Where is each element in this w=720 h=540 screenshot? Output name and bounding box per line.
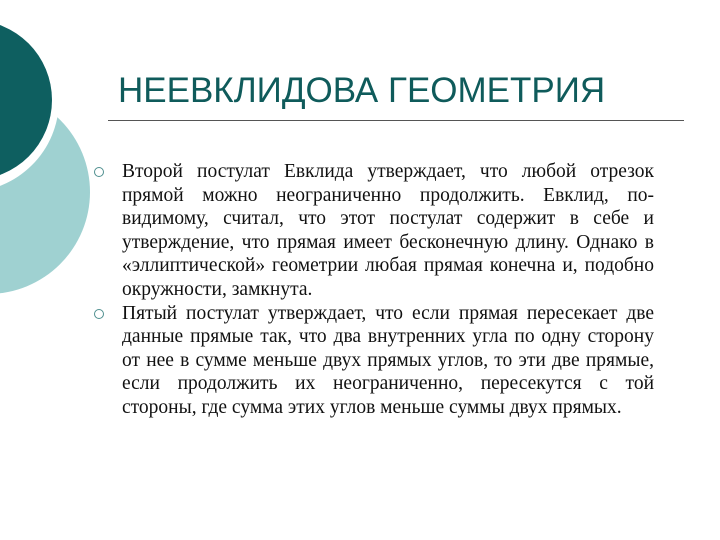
- bullet-circle-icon: [94, 309, 104, 319]
- slide-title: НЕЕВКЛИДОВА ГЕОМЕТРИЯ: [118, 71, 606, 110]
- title-divider: [108, 120, 684, 121]
- bullet-text: Пятый постулат утверждает, что если прямая пересекает две данные прямые так, что два внутренних угла по одну сторону от нее в сумме меньше двух прямых углов, то эти две прямые, если продолжить их неограниченно, пересекутся с той стороны, где сумма этих углов меньше суммы двух прямых.: [122, 302, 654, 418]
- bullet-circle-icon: [94, 167, 104, 177]
- bullet-item: [92, 302, 654, 420]
- bullet-item: [92, 160, 654, 302]
- bullet-text: Второй постулат Евклида утверждает, что любой отрезок прямой можно неограниченно продолжить. Евклид, по-видимому, считал, что этот постулат содержит в себе и утверждение, что прямая имеет бесконечную длину. Однако в «эллиптической» геометрии любая прямая конечна и, подобно окружности, замкнута.: [122, 161, 654, 300]
- bullet-list: [92, 160, 654, 420]
